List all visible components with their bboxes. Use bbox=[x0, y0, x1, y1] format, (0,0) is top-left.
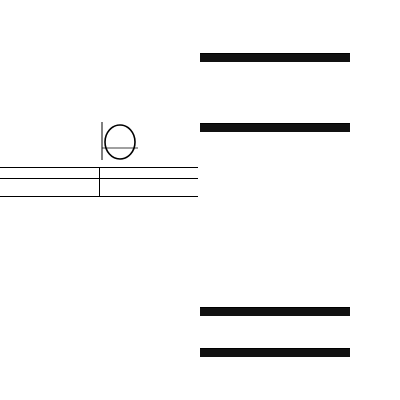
stamp-graphic bbox=[98, 118, 158, 166]
toc-item[interactable] bbox=[200, 283, 350, 290]
toc-item[interactable] bbox=[200, 298, 350, 305]
toc-item-list bbox=[200, 357, 350, 400]
toc-item[interactable] bbox=[200, 291, 350, 298]
stamp-circle bbox=[105, 125, 135, 159]
toc-item[interactable] bbox=[200, 197, 350, 204]
toc-section-title[interactable] bbox=[200, 349, 350, 357]
toc-item[interactable] bbox=[200, 168, 350, 175]
toc-item[interactable] bbox=[200, 99, 350, 106]
toc-item-list bbox=[200, 62, 350, 123]
toc-item[interactable] bbox=[200, 372, 350, 379]
spec-row bbox=[0, 94, 198, 101]
toc-section bbox=[200, 123, 350, 308]
toc-item[interactable] bbox=[200, 379, 350, 386]
toc-item[interactable] bbox=[200, 240, 350, 247]
toc-item[interactable] bbox=[200, 190, 350, 197]
column-header-serial bbox=[99, 168, 198, 179]
toc-item[interactable] bbox=[200, 183, 350, 190]
toc-item[interactable] bbox=[200, 339, 350, 346]
table-header-row bbox=[0, 168, 198, 179]
toc-item[interactable] bbox=[200, 255, 350, 262]
toc-item-list bbox=[200, 132, 350, 308]
toc-section bbox=[200, 348, 350, 400]
column-header-date bbox=[0, 168, 99, 179]
toc-item[interactable] bbox=[200, 387, 350, 394]
spec-row bbox=[0, 87, 198, 94]
toc-section-title[interactable] bbox=[200, 124, 350, 132]
toc-item[interactable] bbox=[200, 113, 350, 120]
spec-row bbox=[0, 101, 198, 108]
toc-item[interactable] bbox=[200, 92, 350, 99]
toc-item[interactable] bbox=[200, 394, 350, 400]
manual-right-page bbox=[200, 0, 400, 400]
serial-cell[interactable] bbox=[99, 179, 198, 197]
toc-section bbox=[200, 53, 350, 123]
toc-item[interactable] bbox=[200, 204, 350, 211]
date-cell[interactable] bbox=[0, 179, 99, 197]
toc-item[interactable] bbox=[200, 147, 350, 154]
spec-row bbox=[0, 108, 198, 115]
toc-item[interactable] bbox=[200, 248, 350, 255]
toc-item[interactable] bbox=[200, 154, 350, 161]
specs-list bbox=[0, 80, 198, 122]
toc-item[interactable] bbox=[200, 262, 350, 269]
toc-section-title[interactable] bbox=[200, 54, 350, 62]
toc-item[interactable] bbox=[200, 324, 350, 331]
toc-item[interactable] bbox=[200, 317, 350, 324]
toc-item[interactable] bbox=[200, 77, 350, 84]
toc-item[interactable] bbox=[200, 331, 350, 338]
toc-heading bbox=[200, 44, 350, 53]
toc-item[interactable] bbox=[200, 219, 350, 226]
toc-item[interactable] bbox=[200, 226, 350, 233]
toc-section bbox=[200, 307, 350, 348]
toc-item[interactable] bbox=[200, 212, 350, 219]
toc-item[interactable] bbox=[200, 358, 350, 365]
toc-item[interactable] bbox=[200, 85, 350, 92]
toc-item[interactable] bbox=[200, 276, 350, 283]
table-of-contents bbox=[200, 44, 350, 400]
table-row bbox=[0, 179, 198, 197]
toc-item[interactable] bbox=[200, 106, 350, 113]
toc-item[interactable] bbox=[200, 70, 350, 77]
toc-item[interactable] bbox=[200, 140, 350, 147]
toc-item-list bbox=[200, 316, 350, 348]
toc-item[interactable] bbox=[200, 133, 350, 140]
serial-table bbox=[0, 167, 198, 197]
toc-item[interactable] bbox=[200, 233, 350, 240]
toc-item[interactable] bbox=[200, 63, 350, 70]
toc-item[interactable] bbox=[200, 365, 350, 372]
toc-section-title[interactable] bbox=[200, 308, 350, 316]
toc-item[interactable] bbox=[200, 161, 350, 168]
spec-row bbox=[0, 80, 198, 87]
toc-item[interactable] bbox=[200, 269, 350, 276]
toc-item[interactable] bbox=[200, 176, 350, 183]
